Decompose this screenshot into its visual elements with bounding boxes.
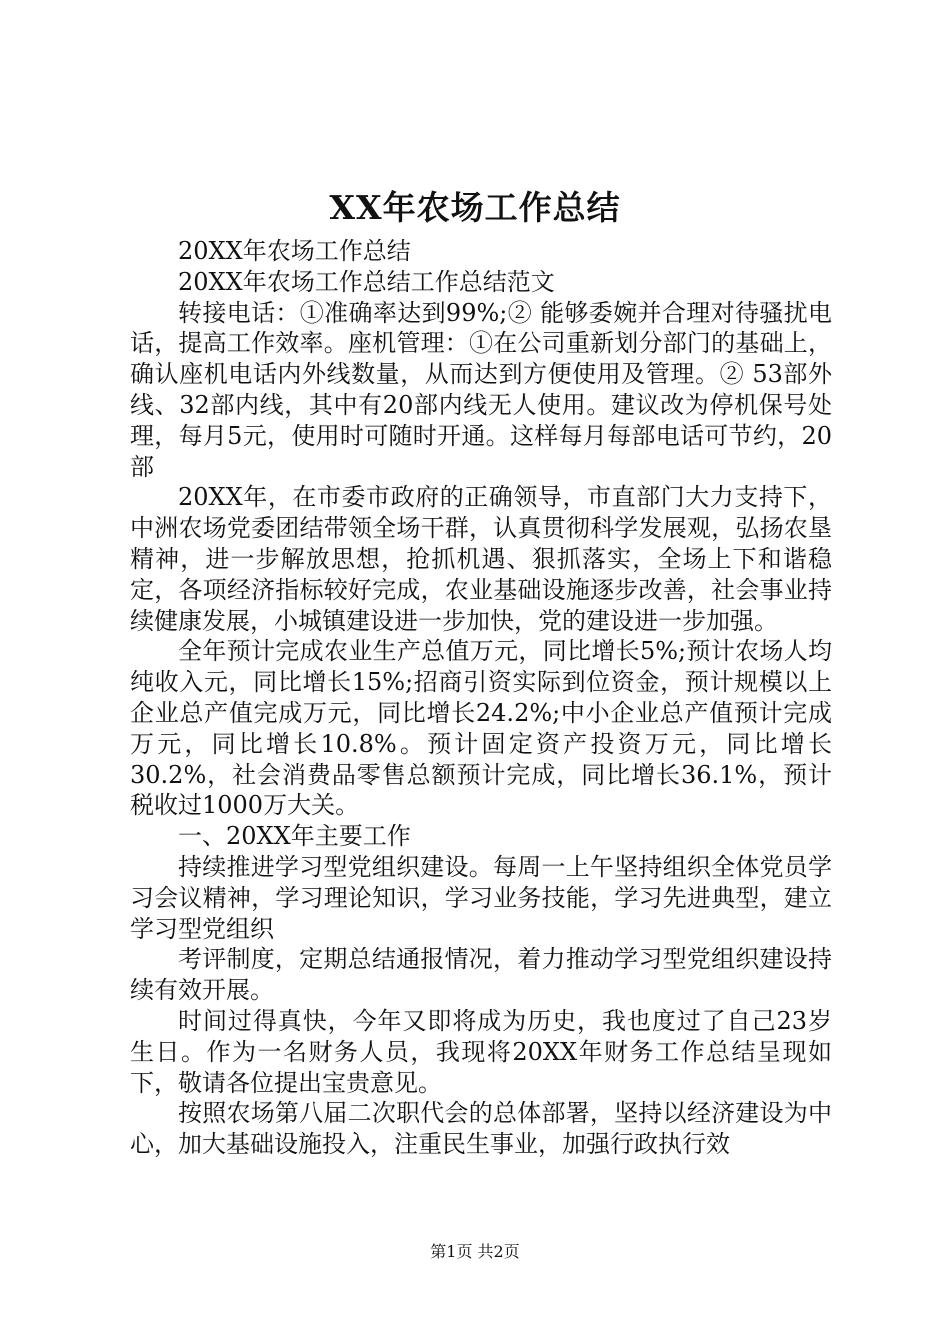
paragraph-deployment: 按照农场第八届二次职代会的总体部署，坚持以经济建设为中心，加大基础设施投入，注重民生事业，加强行政执行效 <box>130 1099 832 1159</box>
paragraph-finance-intro: 时间过得真快，今年又即将成为历史，我也度过了自己23岁生日。作为一名财务人员，我现将20XX年财务工作总结呈现如下，敬请各位提出宝贵意见。 <box>130 1006 832 1097</box>
paragraph-overview: 20XX年，在市委市政府的正确领导，市直部门大力支持下，中洲农场党委团结带领全场干群，认真贯彻科学发展观，弘扬农垦精神，进一步解放思想，抢抓机遇、狠抓落实，全场上下和谐稳定，各项经济指标较好完成，农业基础设施逐步改善，社会事业持续健康发展，小城镇建设进一步加快，党的建设进一步加强。 <box>130 483 832 635</box>
document-body <box>130 236 832 1160</box>
paragraph-heading: 20XX年农场工作总结 <box>178 237 411 265</box>
paragraph-evaluation-system: 考评制度，定期总结通报情况，着力推动学习型党组织建设持续有效开展。 <box>130 945 832 1005</box>
document-title: XX年农场工作总结 <box>329 188 621 227</box>
paragraph-phone-management: 转接电话：①准确率达到99%;② 能够委婉并合理对待骚扰电话，提高工作效率。座机管理：①在公司重新划分部门的基础上，确认座机电话内外线数量，从而达到方便使用及管理。② 53部外线、32部内线，其中有20部内线无人使用。建议改为停机保号处理，每月5元，使用时可随时开通。这样每月每部电话可节约，20部 <box>130 298 832 481</box>
page-number-footer: 第1页 共2页 <box>430 1242 520 1261</box>
section-heading-main-work: 一、20XX年主要工作 <box>178 822 411 851</box>
paragraph-party-learning: 持续推进学习型党组织建设。每周一上午坚持组织全体党员学习会议精神，学习理论知识，学习业务技能，学习先进典型，建立学习型党组织 <box>130 852 832 943</box>
paragraph-economic-indicators: 全年预计完成农业生产总值万元，同比增长5%;预计农场人均纯收入元，同比增长15%;招商引资实际到位资金，预计规模以上企业总产值完成万元，同比增长24.2%;中小企业总产值预计完成万元，同比增长10.8%。预计固定资产投资万元，同比增长30.2%，社会消费品零售总额预计完成，同比增长36.1%，预计税收过1000万大关。 <box>130 637 832 820</box>
paragraph-subheading: 20XX年农场工作总结工作总结范文 <box>178 267 555 296</box>
